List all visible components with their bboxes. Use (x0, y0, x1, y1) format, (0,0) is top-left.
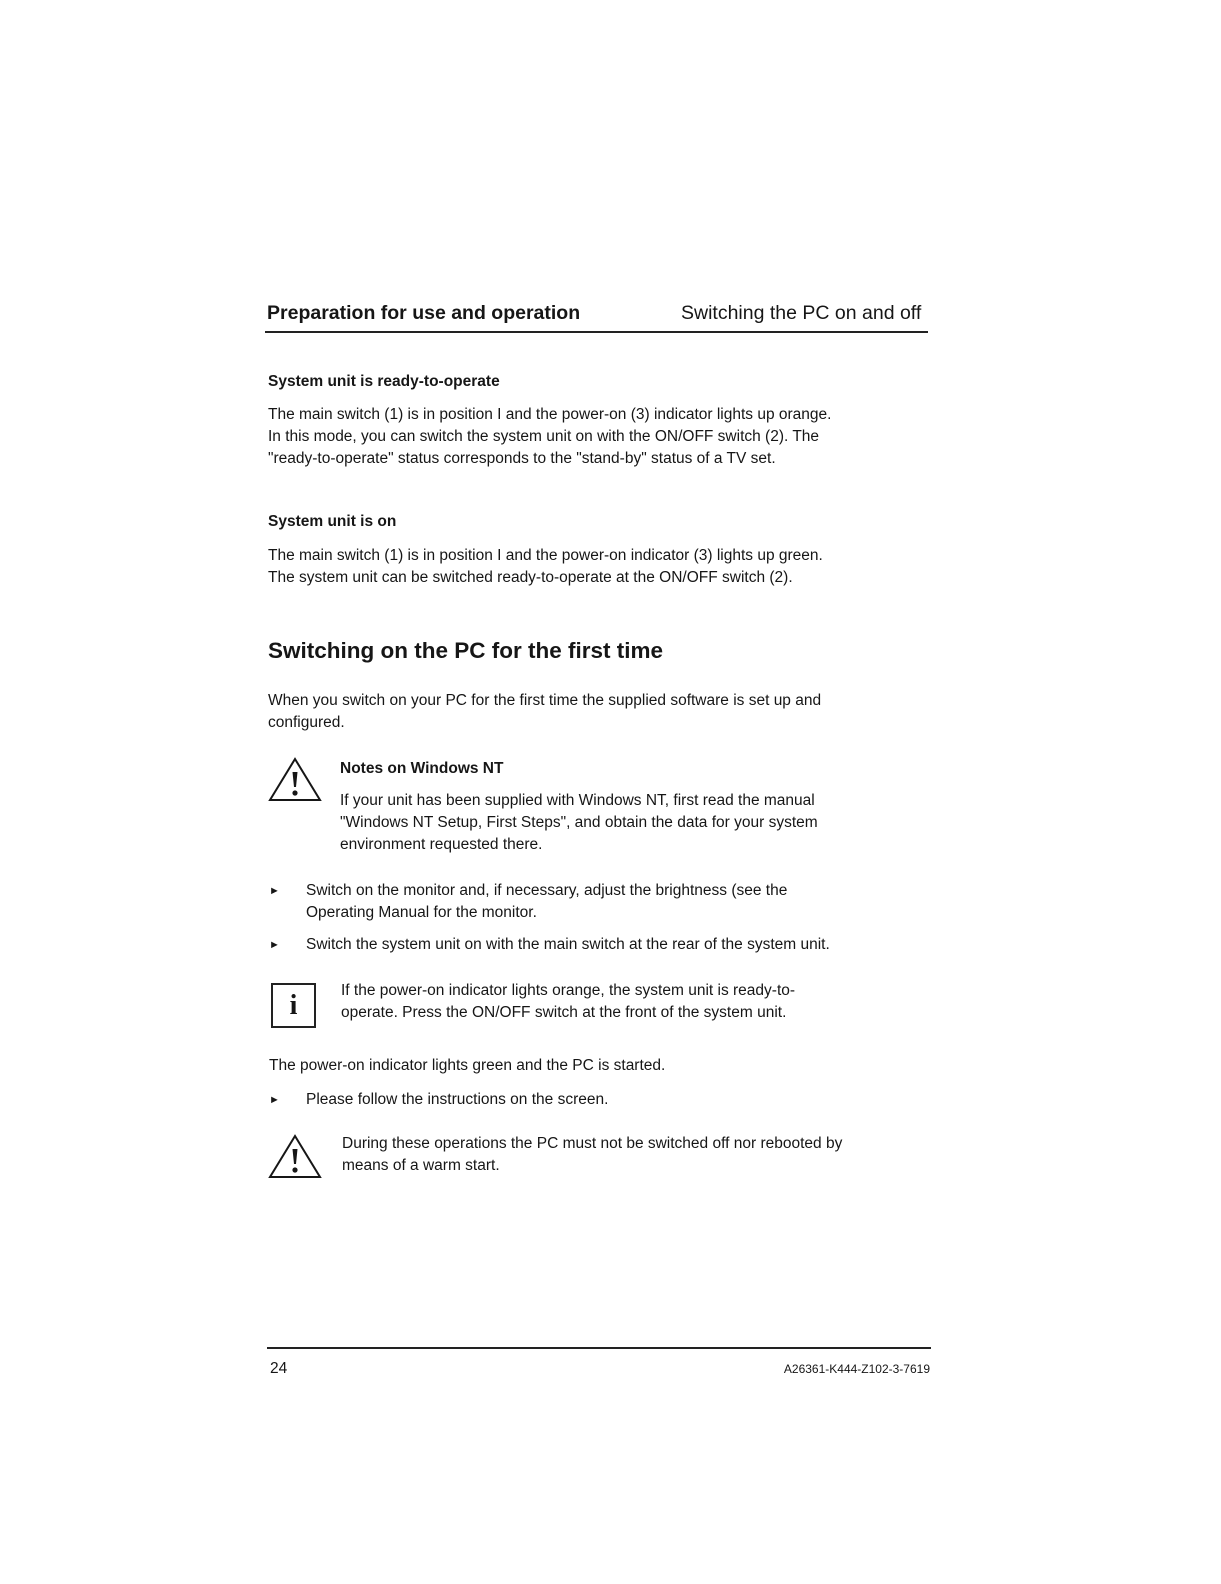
bullet-arrow-icon: ► (269, 1094, 280, 1106)
warning-note-line: During these operations the PC must not be switched off nor rebooted by (342, 1135, 843, 1152)
step-follow: Please follow the instructions on the screen. (306, 1091, 609, 1108)
ready-heading: System unit is ready-to-operate (268, 373, 500, 390)
document-number: A26361-K444-Z102-3-7619 (783, 1362, 930, 1376)
nt-note-line: "Windows NT Setup, First Steps", and obtain the data for your system (340, 814, 818, 831)
footer-rule (267, 1347, 931, 1349)
on-heading: System unit is on (268, 513, 397, 530)
step-line: Switch on the monitor and, if necessary, adjust the brightness (see the (306, 882, 788, 899)
warning-triangle-icon (268, 757, 322, 803)
first-time-intro (268, 690, 821, 734)
warning-note-line: means of a warm start. (342, 1157, 500, 1174)
header-rule (265, 331, 928, 333)
page-number: 24 (270, 1360, 288, 1377)
ready-line: In this mode, you can switch the system unit on with the ON/OFF switch (2). The (268, 428, 820, 445)
ready-line: "ready-to-operate" status corresponds to the "stand-by" status of a TV set. (268, 450, 776, 467)
ready-paragraph (268, 404, 831, 470)
first-time-heading: Switching on the PC for the first time (268, 638, 664, 663)
warning-note-text (342, 1133, 842, 1177)
nt-note-heading: Notes on Windows NT (340, 760, 504, 777)
nt-note-line: If your unit has been supplied with Windows NT, first read the manual (340, 792, 815, 809)
info-note-text (341, 980, 795, 1024)
step-line: Operating Manual for the monitor. (306, 904, 537, 921)
step-system-unit (306, 934, 830, 956)
warning-triangle-icon (268, 1134, 322, 1180)
info-symbol: i (289, 990, 298, 1021)
info-note-line: operate. Press the ON/OFF switch at the front of the system unit. (341, 1004, 787, 1021)
intro-line: configured. (268, 714, 345, 731)
info-note-line: If the power-on indicator lights orange, the system unit is ready-to- (341, 982, 796, 999)
ready-line: The main switch (1) is in position I and the power-on (3) indicator lights up orange. (268, 406, 832, 423)
on-line: The system unit can be switched ready-to-operate at the ON/OFF switch (2). (268, 569, 793, 586)
bullet-arrow-icon: ► (269, 939, 280, 951)
step-monitor (306, 880, 787, 924)
on-line: The main switch (1) is in position I and the power-on indicator (3) lights up green. (268, 547, 823, 564)
intro-line: When you switch on your PC for the first time the supplied software is set up and (268, 692, 822, 709)
step-line: Switch the system unit on with the main switch at the rear of the system unit. (306, 936, 830, 953)
on-paragraph (268, 545, 823, 589)
info-icon (271, 983, 316, 1028)
nt-note-line: environment requested there. (340, 836, 543, 853)
section-title: Switching the PC on and off (681, 302, 922, 324)
chapter-title: Preparation for use and operation (267, 302, 581, 324)
started-line: The power-on indicator lights green and the PC is started. (269, 1057, 666, 1074)
bullet-arrow-icon: ► (269, 885, 280, 897)
nt-note-text (340, 790, 818, 856)
